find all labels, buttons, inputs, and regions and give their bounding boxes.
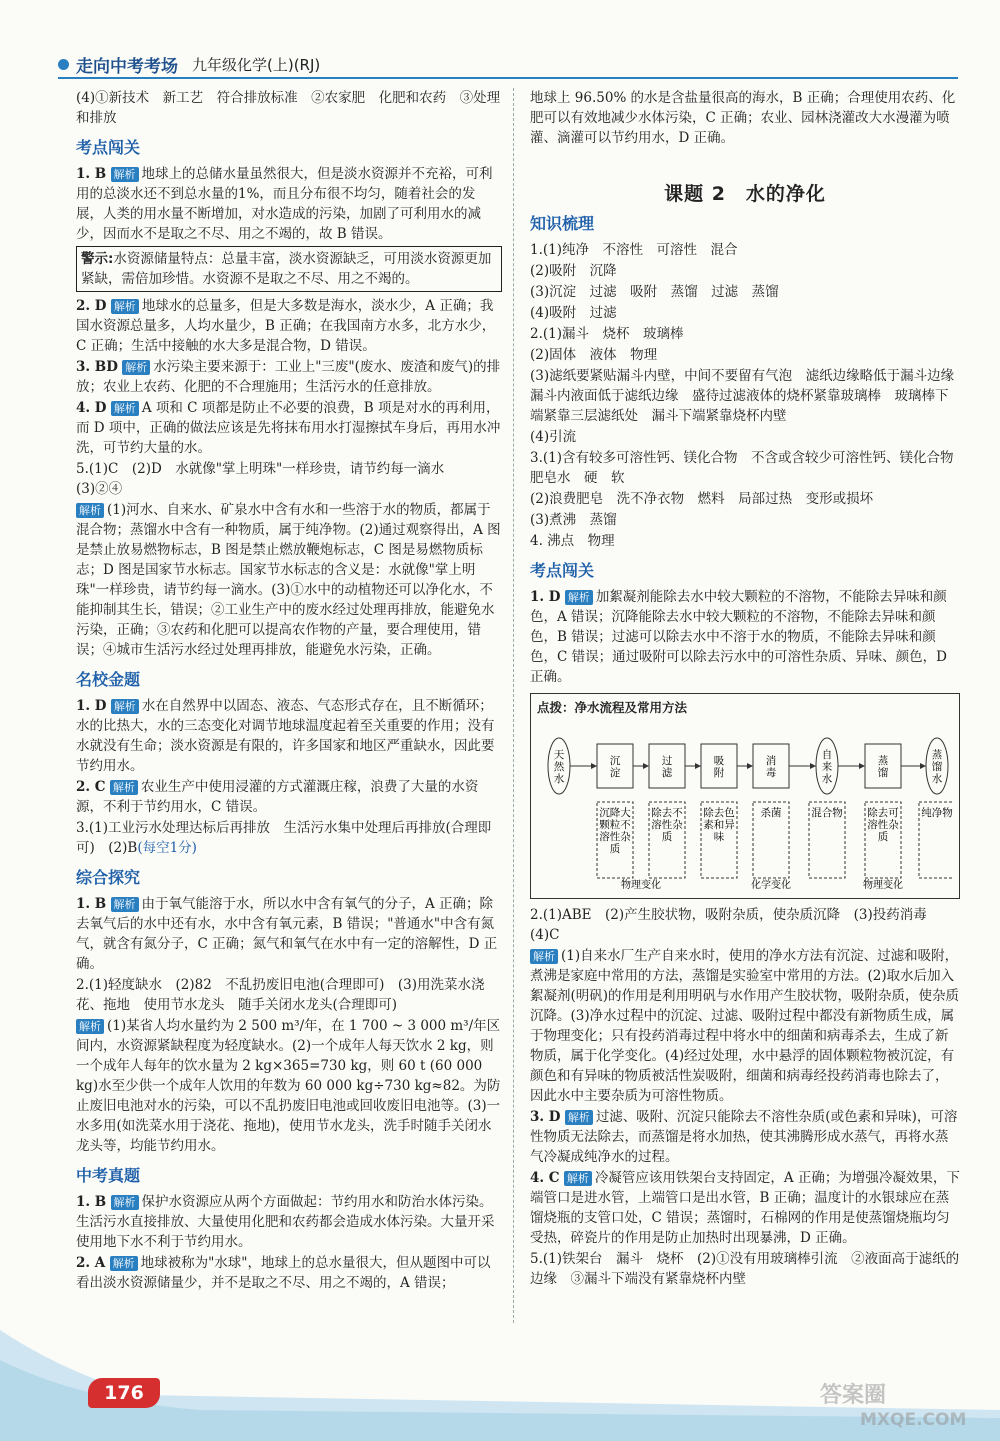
arrow-head-icon xyxy=(695,763,701,769)
column-divider xyxy=(513,88,515,1323)
answer-key: 1. B xyxy=(76,896,107,912)
answer-line: (3)沉淀 过滤 吸附 蒸馏 过滤 蒸馏 xyxy=(530,284,779,300)
analysis-tag: 解析 xyxy=(76,1019,104,1034)
answer-item xyxy=(76,1253,502,1293)
answer-key: 2. C xyxy=(76,779,106,795)
answer-line: 3.(1)含有较多可溶性钙、镁化合物 不含或含较少可溶性钙、镁化合物 肥皂水 硬 软 xyxy=(530,450,968,486)
flow-note: 除去不溶性杂质 xyxy=(651,807,683,843)
answer-item xyxy=(76,818,502,858)
analysis-text: (1)某省人均水量约为 2 500 m³/年，在 1 700 ~ 3 000 m³/年区间内，水资源紧缺程度为轻度缺水。(2)一个成年人每天饮水 2 kg，则一个成年人每年的饮水量为 2 kg×365=730 kg，则 60 t (60 000 kg)水至少供一个成年人饮用的年数为 60 000 kg÷730 kg≈82。为防止废旧电池对水的污染，可以不乱扔废旧电池或回收废旧电池等。(3)一水多用(如洗菜水用于浇花、拖地)，使用节水龙头，洗手时随手关闭水龙头等，均能节约用水。 xyxy=(76,1018,501,1154)
answer-line: (3)煮沸 蒸馏 xyxy=(530,512,617,528)
answer-line: 4. 沸点 物理 xyxy=(530,533,615,549)
warning-box xyxy=(76,246,502,292)
answer-item xyxy=(530,946,960,1106)
answer-key: 2. D xyxy=(76,298,107,314)
answer-key: 4. C xyxy=(530,1170,560,1186)
answer-item xyxy=(76,1192,502,1252)
analysis-tag: 解析 xyxy=(111,167,139,182)
arrow-head-icon xyxy=(859,763,865,769)
flow-note: 纯净物 xyxy=(921,807,953,819)
answer-key: 3.(1)工业污水处理达标后再排放 生活污水集中处理后再排放(合理即可) (2)B xyxy=(76,820,492,856)
flow-note: 混合物 xyxy=(811,807,843,819)
arrow-head-icon xyxy=(810,763,816,769)
answer-key: 2.(1)轻度缺水 (2)82 不乱扔废旧电池(合理即可) (3)用洗菜水浇花、拖地 使用节水龙头 随手关闭水龙头(合理即可) xyxy=(76,977,485,1013)
answer-line: (2)固体 液体 物理 xyxy=(530,347,658,363)
answer-key: 1. D xyxy=(530,589,561,605)
flow-node-label: 过滤 xyxy=(661,755,673,779)
answer-key: 1. B xyxy=(76,1194,107,1210)
watermark-url: MXQE.COM xyxy=(860,1410,967,1430)
flow-change-label: 物理变化 xyxy=(621,880,661,890)
section-title: 综合探究 xyxy=(76,868,141,887)
analysis-text: 水污染主要来源于：工业上"三废"(废水、废渣和废气)的排放；农业上农药、化肥的不合理施用；生活污水的任意排放。 xyxy=(76,359,501,395)
book-subtitle: 九年级化学(上)(RJ) xyxy=(192,56,321,74)
left-column xyxy=(76,88,502,1294)
analysis-text: 由于氧气能溶于水，所以水中含有氧气的分子，A 正确；除去氧气后的水中还有水，水中含有氧元素，B 错误；"普通水"中含有氮气，就含有氮分子，C 正确；氮气和氧气在水中有一定的溶解性，D 正确。 xyxy=(76,896,498,972)
analysis-tag: 解析 xyxy=(122,360,150,375)
answer-item xyxy=(76,696,502,776)
purification-flow-diagram xyxy=(530,693,960,899)
header-rule xyxy=(58,77,958,79)
answer-line: 5.(1)铁架台 漏斗 烧杯 (2)①没有用玻璃棒引流 ②液面高于滤纸的边缘 ③漏斗下端没有紧靠烧杯内壁 xyxy=(530,1251,960,1287)
flow-node-label: 吸附 xyxy=(713,755,725,779)
answer-line: 1.(1)纯净 不溶性 可溶性 混合 xyxy=(530,242,738,258)
flow-node-label: 自来水 xyxy=(821,749,833,785)
answer-line: (2)吸附 沉降 xyxy=(530,263,617,279)
answer-line: (4)吸附 过滤 xyxy=(530,305,617,321)
flow-node-label: 沉淀 xyxy=(609,755,621,779)
section-title: 考点闯关 xyxy=(530,561,595,580)
answer-item xyxy=(76,894,502,974)
section-title: 名校金题 xyxy=(76,670,141,689)
analysis-tag: 解析 xyxy=(111,401,139,416)
answer-item xyxy=(530,1107,960,1167)
arrow-head-icon xyxy=(747,763,753,769)
answer-item xyxy=(76,500,502,660)
answer-item xyxy=(530,587,960,687)
flow-note: 沉降大颗粒不溶性杂质 xyxy=(599,807,631,855)
analysis-tag: 解析 xyxy=(564,1171,592,1186)
flow-title: 点拨：净水流程及常用方法 xyxy=(537,700,688,715)
answer-line: (4)引流 xyxy=(530,429,577,445)
answer-item xyxy=(76,296,502,356)
flow-node-label: 蒸馏 xyxy=(877,755,889,779)
answer-key: 2. A xyxy=(76,1255,106,1271)
topic-title: 课题 2 水的净化 xyxy=(664,183,826,205)
analysis-tag: 解析 xyxy=(110,1256,138,1271)
analysis-tag: 解析 xyxy=(530,949,558,964)
analysis-tag: 解析 xyxy=(565,590,593,605)
book-title: 走向中考考场 xyxy=(76,57,178,77)
answer-item xyxy=(76,777,502,817)
page-header xyxy=(58,50,958,84)
analysis-tag: 解析 xyxy=(111,699,139,714)
analysis-text: 农业生产中使用浸灌的方式灌溉庄稼，浪费了大量的水资源，不利于节约用水，C 错误。 xyxy=(76,779,479,815)
arrow-head-icon xyxy=(920,763,926,769)
analysis-text: A 项和 C 项都是防止不必要的浪费，B 项是对水的再利用，而 D 项中，正确的做法应该是先将抹布用水打湿擦拭车身后，再用水冲洗，可节约大量的水。 xyxy=(76,400,501,456)
answer-item xyxy=(76,398,502,458)
analysis-text: 保护水资源应从两个方面做起：节约用水和防治水体污染。生活污水直接排放、大量使用化肥和农药都会造成水体污染。大量开采使用地下水不利于节约用水。 xyxy=(76,1194,495,1250)
answer-key: 2.(1)ABE (2)产生胶状物，吸附杂质，使杂质沉降 (3)投药消毒 (4)C xyxy=(530,907,941,943)
analysis-tag: 解析 xyxy=(565,1110,593,1125)
analysis-tag: 解析 xyxy=(76,503,104,518)
analysis-tag: 解析 xyxy=(111,897,139,912)
flow-note: 杀菌 xyxy=(760,807,782,819)
analysis-text: 过滤、吸附、沉淀只能除去不溶性杂质(或色素和异味)，可溶性物质无法除去，而蒸馏是将水加热，使其沸腾形成水蒸气，再将水蒸气冷凝成纯净水的过程。 xyxy=(530,1109,958,1165)
warning-label: 警示: xyxy=(81,251,114,267)
warning-text: 水资源储量特点：总量丰富，淡水资源缺乏，可用淡水资源更加紧缺，需倍加珍惜。水资源不是取之不尽、用之不竭的。 xyxy=(81,251,492,287)
answer-text: 地球上 96.50% 的水是含盐量很高的海水，B 正确；合理使用农药、化肥可以有效地减少水体污染，C 正确；农业、园林浇灌改大水漫灌为喷灌、滴灌可以节约用水，D 正确。 xyxy=(530,90,956,146)
answer-item xyxy=(76,357,502,397)
analysis-text: 地球上的总储水量虽然很大，但是淡水资源并不充裕，可利用的总淡水还不到总水量的1%，而且分布很不均匀，随着社会的发展，人类的用水量不断增加，对水造成的污染，加剧了可利用水的减少，因而水不是取之不尽、用之不竭的，故 B 错误。 xyxy=(76,166,493,242)
flow-note: 除去可溶性杂质 xyxy=(867,807,899,843)
answer-item xyxy=(76,1016,502,1156)
flow-change-label: 化学变化 xyxy=(751,880,791,890)
analysis-text: 地球被称为"水球"，地球上的总水量很大，但从题图中可以看出淡水资源储量少，并不是取之不尽、用之不竭的，A 错误； xyxy=(76,1255,491,1291)
answer-item xyxy=(76,164,502,244)
analysis-text: 水在自然界中以固态、液态、气态形式存在，且不断循环；水的比热大，水的三态变化对调节地球温度起着至关重要的作用；没有水就没有生命；淡水资源是有限的，许多国家和地区严重缺水，因此要节约用水。 xyxy=(76,698,495,774)
flow-note: 除去色素和异味 xyxy=(703,807,735,843)
flow-svg xyxy=(537,718,953,890)
flow-node-label: 蒸馏水 xyxy=(931,749,943,785)
analysis-tag: 解析 xyxy=(110,780,138,795)
analysis-tag: 解析 xyxy=(111,1195,139,1210)
bullet-icon xyxy=(58,59,69,70)
analysis-text: (1)河水、自来水、矿泉水中含有水和一些溶于水的物质，都属于混合物；蒸馏水中含有一种物质，属于纯净物。(2)通过观察得出，A 图是禁止放易燃物标志，B 图是禁止燃放鞭炮标志，C 图是易燃物质标志；D 图是国家节水标志。国家节水标志的含义是：水就像"掌上明珠"一样珍贵，请节约每一滴水。(3)①水中的动植物还可以净化水，不能抑制其生长，错误；②工业生产中的废水经过处理再排放，能避免水污染，正确；③农药和化肥可以提高农作物的产量，要合理使用，错误；④城市生活污水经过处理再排放，能避免水污染，正确。 xyxy=(76,502,501,658)
flow-change-label: 物理变化 xyxy=(863,880,903,890)
section-title: 考点闯关 xyxy=(76,138,141,157)
footer-wave-decoration xyxy=(0,1300,1000,1441)
arrow-head-icon xyxy=(643,763,649,769)
analysis-text: (1)自来水厂生产自来水时，使用的净水方法有沉淀、过滤和吸附，煮沸是家庭中常用的方法，蒸馏是实验室中常用的方法。(2)取水后加入絮凝剂(明矾)的作用是利用明矾与水作用产生胶状物，吸附杂质，使杂质沉降。(3)净水过程中的沉淀、过滤、吸附过程中都没有新物质生成，属于物理变化；只有投药消毒过程中将水中的细菌和病毒杀去，生成了新物质，属于化学变化。(4)经过处理，水中悬浮的固体颗粒物被沉淀，有颜色和有异味的物质被活性炭吸附，细菌和病毒经投药消毒也除去了，因此水中主要杂质为可溶性物质。 xyxy=(530,948,960,1104)
right-column xyxy=(530,88,968,1290)
section-title: 知识梳理 xyxy=(530,214,595,233)
answer-line: 2.(1)漏斗 烧杯 玻璃棒 xyxy=(530,326,684,342)
answer-text: (4)①新技术 新工艺 符合排放标准 ②农家肥 化肥和农药 ③处理和排放 xyxy=(76,90,501,126)
answer-item xyxy=(530,1168,960,1248)
section-title: 中考真题 xyxy=(76,1166,141,1185)
score-note: (每空1分) xyxy=(137,840,197,856)
flow-node-label: 消毒 xyxy=(765,755,777,779)
analysis-text: 地球水的总量多，但是大多数是海水，淡水少，A 正确；我国水资源总量多，人均水量少，B 正确；在我国南方水多，北方水少，C 正确；生活中接触的水大多是混合物，D 错误。 xyxy=(76,298,496,354)
page-number: 176 xyxy=(88,1378,160,1408)
answer-line: (2)浪费肥皂 洗不净衣物 燃料 局部过热 变形或损坏 xyxy=(530,491,874,507)
analysis-tag: 解析 xyxy=(111,299,139,314)
watermark-logo: 答案圈 xyxy=(820,1383,887,1408)
arrow-head-icon xyxy=(591,763,597,769)
answer-key: 1. D xyxy=(76,698,107,714)
answer-key: 5.(1)C (2)D 水就像"掌上明珠"一样珍贵，请节约每一滴水 (3)②④ xyxy=(76,461,458,497)
answer-key: 1. B xyxy=(76,166,107,182)
answer-line: (3)滤纸要紧贴漏斗内壁，中间不要留有气泡 滤纸边缘略低于漏斗边缘 漏斗内液面低于滤纸边缘 盛待过滤液体的烧杯紧靠玻璃棒 玻璃棒下端紧靠三层滤纸处 漏斗下端紧靠烧杯内壁 xyxy=(530,368,968,424)
answer-key: 3. D xyxy=(530,1109,561,1125)
analysis-text: 冷凝管应该用铁架台支持固定，A 正确；为增强冷凝效果，下端管口是进水管，上端管口是出水管，B 正确；温度计的水银球应在蒸馏烧瓶的支管口处，C 错误；蒸馏时，石棉网的作用是使蒸馏烧瓶均匀受热，碎瓷片的作用是防止加热时出现暴沸，D 正确。 xyxy=(530,1170,960,1246)
analysis-text: 加絮凝剂能除去水中较大颗粒的不溶物，不能除去异味和颜色，A 错误；沉降能除去水中较大颗粒的不溶物，不能除去异味和颜色，B 错误；过滤可以除去水中不溶于水的物质，不能除去异味和颜色，C 错误；通过吸附可以除去污水中的可溶性杂质、异味、颜色，D 正确。 xyxy=(530,589,947,685)
flow-node-label: 天然水 xyxy=(553,749,565,785)
answer-key: 4. D xyxy=(76,400,107,416)
answer-key: 3. BD xyxy=(76,359,118,375)
